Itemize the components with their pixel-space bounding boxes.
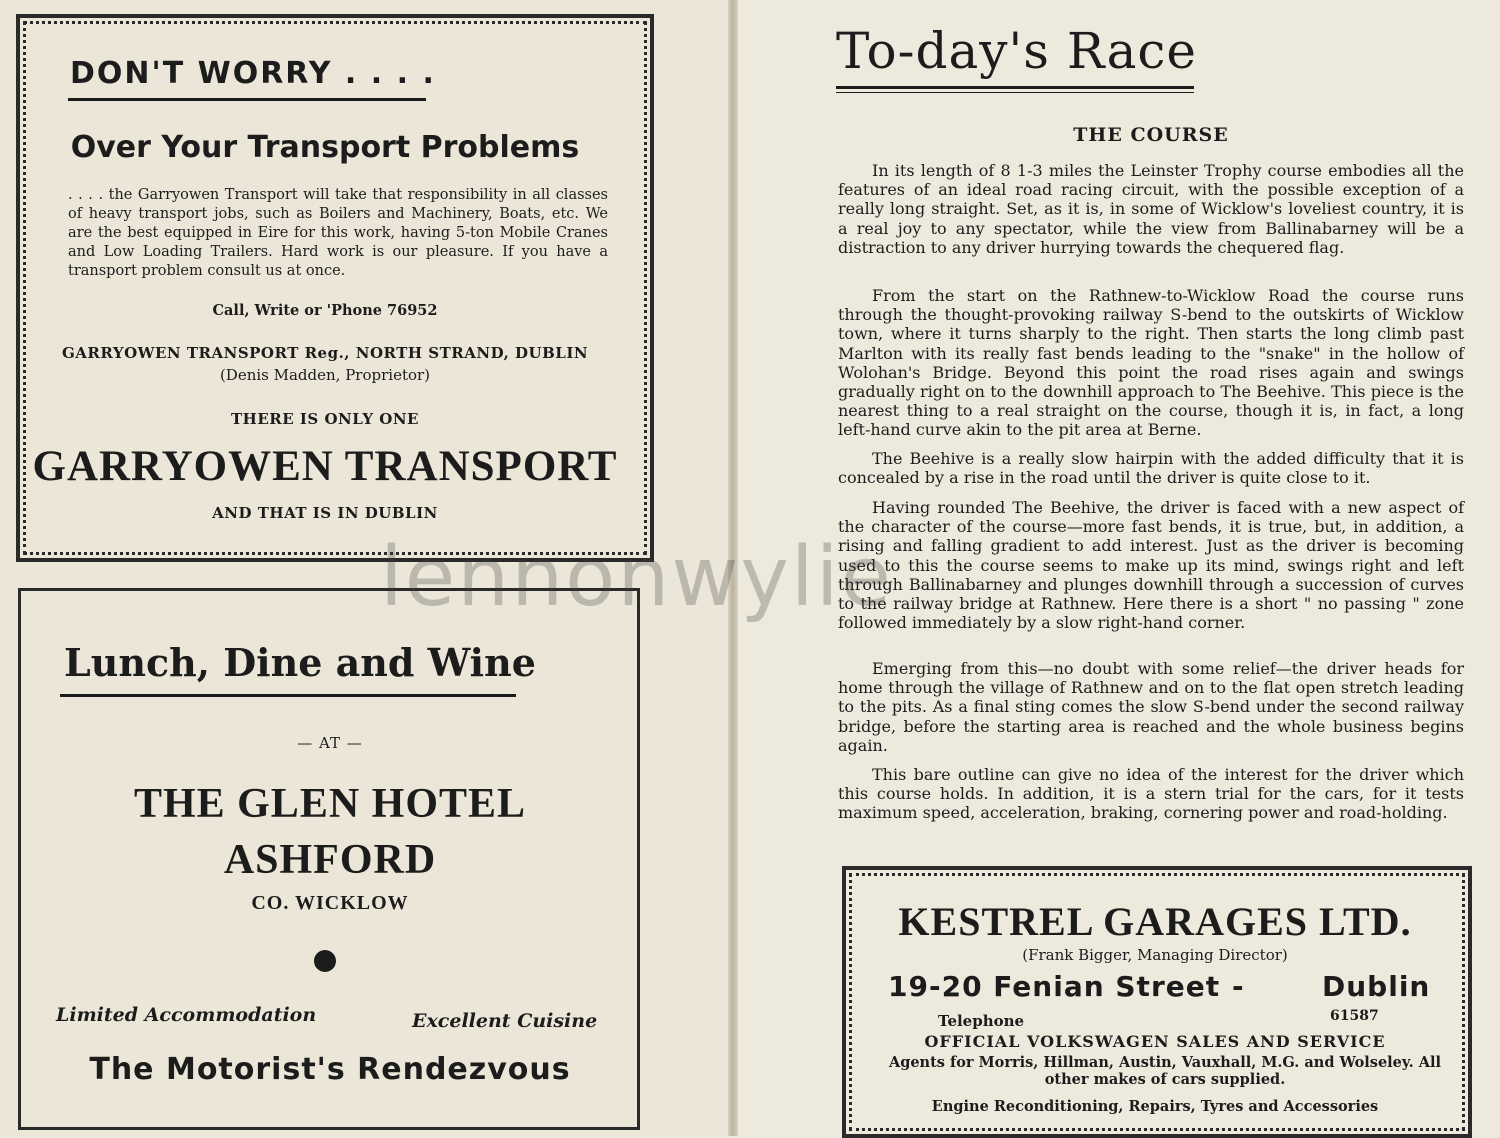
garryowen-company-name: GARRYOWEN TRANSPORT <box>32 443 618 490</box>
glen-hotel-town: ASHFORD <box>223 837 437 883</box>
garryowen-address: GARRYOWEN TRANSPORT Reg., NORTH STRAND, DUBLIN <box>61 344 589 362</box>
kestrel-agents: Agents for Morris, Hillman, Austin, Vauxhall, M.G. and Wolseley. All other makes of cars supplied. <box>888 1054 1442 1088</box>
garryowen-only-one: THERE IS ONLY ONE <box>231 410 419 428</box>
garryowen-contact: Call, Write or 'Phone 76952 <box>212 302 438 319</box>
glen-hotel-slogan: The Motorist's Rendezvous <box>89 1052 571 1087</box>
glen-hotel-bullet <box>314 950 336 972</box>
race-title-rule-thin <box>836 92 1194 93</box>
course-heading: THE COURSE <box>1073 124 1229 146</box>
glen-hotel-at: — AT — <box>297 734 363 752</box>
watermark: lennonwylie <box>380 530 893 625</box>
garryowen-body: . . . . the Garryowen Transport will take that responsibility in all classes of heavy transport jobs, such as Boilers and Machinery, Boats, etc. We are the best equipped in Eire for this work, having 5-ton Mobile Cranes and Low Loading Trailers. Hard work is our pleasure. If you have a transport problem consult us at once. <box>68 187 608 279</box>
course-paragraph-3: The Beehive is a really slow hairpin with the added difficulty that it is concealed by a rise in the road until the driver is quite close to it. <box>838 449 1464 488</box>
garryowen-in-dublin: AND THAT IS IN DUBLIN <box>212 504 438 522</box>
garryowen-headline-rule <box>68 98 426 101</box>
glen-hotel-county: CO. WICKLOW <box>251 892 409 914</box>
glen-hotel-name: THE GLEN HOTEL <box>133 781 527 827</box>
kestrel-dash: - <box>1232 970 1244 1003</box>
kestrel-street: 19-20 Fenian Street <box>888 970 1221 1003</box>
course-paragraph-5: Emerging from this—no doubt with some relief—the driver heads for home through the village of Rathnew and on to the flat open stretch leading to the pits. As a final sting comes the slow S-bend under the second railway bridge, before the starting area is reached and the whole business begins again. <box>838 659 1464 755</box>
course-paragraph-6: This bare outline can give no idea of the interest for the driver which this course holds. In addition, it is a stern trial for the cars, for it tests maximum speed, acceleration, braking, cornering power and road-holding. <box>838 765 1464 823</box>
course-paragraph-2: From the start on the Rathnew-to-Wicklow Road the course runs through the thought-provoking railway S-bend to the outskirts of Wicklow town, where it turns sharply to the right. Then starts the long climb past Marlton with its really fast bends leading to the "snake" in the hollow of Wolohan's Bridge. Beyond this point the road rises again and swings gradually right on to the downhill approach to The Beehive. This piece is the nearest thing to a real straight on the course, though it is, in fact, a long left-hand curve akin to the pit area at Berne. <box>838 286 1464 440</box>
garryowen-proprietor: (Denis Madden, Proprietor) <box>219 366 431 384</box>
garryowen-headline: DON'T WORRY . . . . <box>70 56 436 91</box>
kestrel-city: Dublin <box>1322 970 1431 1003</box>
kestrel-services: Engine Reconditioning, Repairs, Tyres and Accessories <box>931 1098 1379 1115</box>
glen-hotel-right-tag: Excellent Cuisine <box>412 1010 598 1032</box>
garryowen-subheadline: Over Your Transport Problems <box>70 130 580 165</box>
kestrel-telephone-label: Telephone <box>938 1012 1025 1030</box>
glen-hotel-headline: Lunch, Dine and Wine <box>64 640 536 685</box>
race-title: To-day's Race <box>836 22 1198 80</box>
kestrel-manager: (Frank Bigger, Managing Director) <box>1022 946 1288 964</box>
race-title-rule <box>836 86 1194 89</box>
kestrel-telephone-number: 61587 <box>1330 1008 1379 1024</box>
kestrel-official: OFFICIAL VOLKSWAGEN SALES AND SERVICE <box>924 1032 1386 1051</box>
course-paragraph-1: In its length of 8 1-3 miles the Leinster Trophy course embodies all the features of an ideal road racing circuit, with the possible exception of a really long straight. Set, as it is, in some of Wicklow's loveliest country, it is a real joy to any spectator, while the view from Ballinabarney will be a distraction to any driver hurrying towards the chequered flag. <box>838 161 1464 257</box>
glen-hotel-headline-rule <box>60 694 516 697</box>
course-paragraph-4: Having rounded The Beehive, the driver is faced with a new aspect of the character of the course—more fast bends, it is true, but, in addition, a rising and falling gradient to add interest. Just as the driver is becoming used to this the course seems to make up its mind, swings right and left through Ballinabarney and plunges downhill through a succession of curves to the railway bridge at Rathnew. Here there is a short " no passing " zone followed immediately by a slow right-hand corner. <box>838 498 1464 633</box>
kestrel-name: KESTREL GARAGES LTD. <box>898 899 1412 944</box>
glen-hotel-left-tag: Limited Accommodation <box>56 1004 317 1026</box>
